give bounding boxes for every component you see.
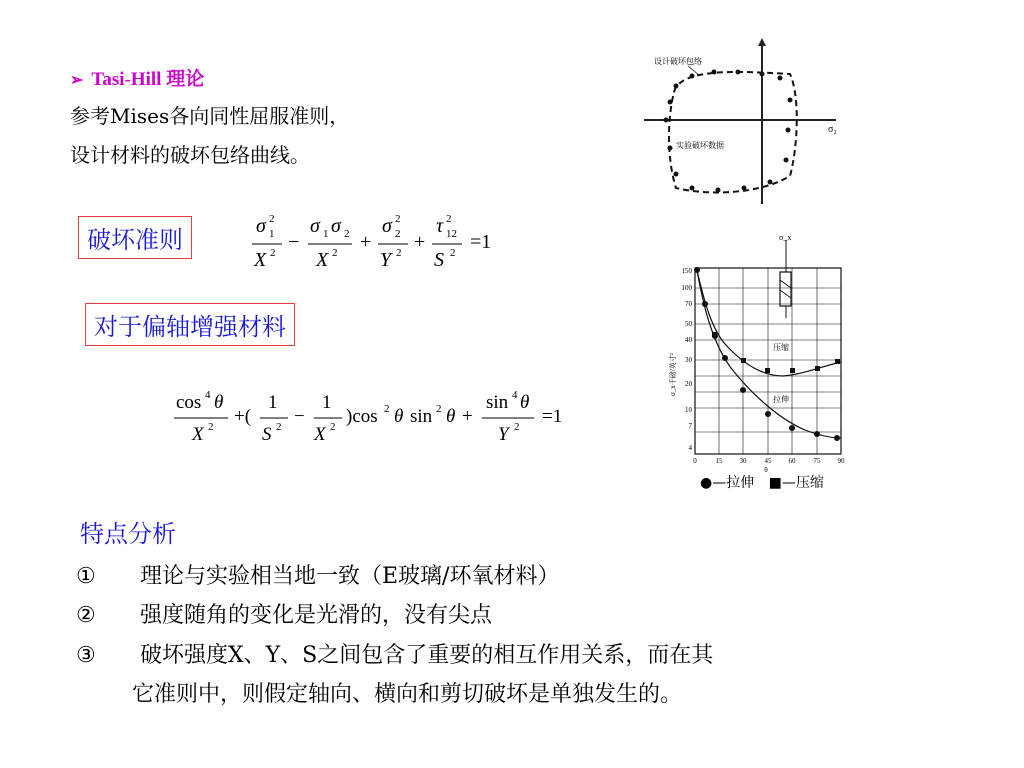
item-number: ② [76, 603, 96, 628]
feature-item [76, 598, 492, 629]
failure-criterion-box: 破坏准则 [78, 216, 192, 259]
y-tick: 7 [688, 422, 692, 430]
svg-text:σ: σ [382, 215, 392, 237]
svg-text:X: X [314, 424, 326, 445]
svg-text:1: 1 [322, 392, 332, 413]
svg-text:σ: σ [256, 215, 266, 237]
item-number: ③ [76, 643, 96, 668]
svg-text:σ: σ [310, 215, 320, 237]
svg-text:2: 2 [208, 421, 214, 433]
svg-text:2: 2 [270, 247, 276, 259]
y-tick: 10 [685, 406, 692, 414]
strength-angle-figure [665, 226, 855, 474]
svg-text:4: 4 [512, 389, 518, 401]
svg-text:Y: Y [380, 249, 392, 271]
x-tick: 0 [693, 457, 697, 465]
x-tick: 15 [715, 457, 723, 465]
x-tick: 60 [788, 457, 796, 465]
y-tick: 40 [685, 336, 692, 344]
y-tick: 4 [688, 444, 692, 452]
item-text: 强度随角的变化是光滑的，没有尖点 [140, 603, 493, 628]
intro-line-1: 参考Mises各向同性屈服准则， [70, 104, 350, 128]
y-tick: 50 [685, 320, 692, 328]
bullet-arrow-icon: ➢ [70, 72, 84, 89]
svg-text:−: − [294, 406, 305, 427]
svg-text:θ: θ [394, 406, 404, 427]
y-tick: 150 [681, 267, 692, 275]
data-label: 实验破坏数据 [676, 141, 724, 150]
svg-text:2: 2 [269, 213, 275, 225]
section-heading [70, 64, 204, 91]
svg-text:τ: τ [436, 215, 444, 237]
svg-text:)cos: )cos [346, 406, 378, 427]
svg-text:2: 2 [395, 213, 401, 225]
heading-text: Tasi-Hill 理论 [91, 69, 205, 90]
failure-envelope-figure [640, 36, 850, 206]
y-tick: 30 [685, 356, 692, 364]
feature-item [76, 559, 559, 590]
svg-text:θ: θ [446, 406, 456, 427]
svg-text:2: 2 [330, 421, 336, 433]
svg-text:2: 2 [384, 403, 390, 415]
intro-line-2: 设计材料的破坏包络曲线。 [70, 143, 310, 167]
svg-text:θ: θ [214, 392, 224, 413]
off-axis-material-box: 对于偏轴增强材料 [85, 303, 295, 346]
y-tick: 70 [685, 300, 692, 308]
y-tick: 20 [685, 380, 692, 388]
inset-sigma-label: σ_x [779, 233, 792, 242]
svg-text:S: S [434, 249, 444, 271]
svg-text:−: − [288, 231, 300, 253]
sigma-axis-label: σ₂ [828, 124, 837, 135]
feature-item-continuation: 它准则中，则假定轴向、横向和剪切破坏是单独发生的。 [132, 682, 683, 707]
item-text: 破坏强度X、Y、S之间包含了重要的相互作用关系，而在其 [140, 643, 714, 668]
svg-text:X: X [254, 249, 267, 271]
svg-text:2: 2 [344, 228, 350, 240]
svg-text:cos: cos [176, 392, 202, 413]
svg-text:2: 2 [332, 247, 338, 259]
svg-text:+(: +( [234, 406, 252, 427]
legend-tension: ●—拉伸 [700, 475, 755, 491]
features-title: 特点分析 [80, 520, 176, 548]
compress-curve-label: 压缩 [773, 343, 789, 352]
svg-text:2: 2 [446, 213, 452, 225]
legend-compress: ■—压缩 [768, 475, 824, 491]
svg-text:2: 2 [450, 247, 456, 259]
svg-text:X: X [316, 249, 329, 271]
svg-text:2: 2 [514, 421, 520, 433]
svg-text:4: 4 [205, 389, 211, 401]
svg-text:1: 1 [268, 392, 278, 413]
x-tick: 75 [813, 457, 821, 465]
svg-text:1: 1 [323, 228, 329, 240]
svg-text:S: S [262, 424, 272, 445]
tension-curve-label: 拉伸 [773, 395, 789, 404]
svg-text:1: 1 [269, 228, 275, 240]
svg-text:2: 2 [276, 421, 282, 433]
y-axis-label: σ_x千磅/英寸² [669, 353, 677, 396]
x-tick: 45 [764, 457, 772, 465]
svg-text:2: 2 [395, 228, 401, 240]
item-number: ① [76, 564, 96, 589]
svg-text:+: + [462, 406, 473, 427]
y-tick: 100 [681, 284, 692, 292]
eq1-rhs: =1 [470, 231, 492, 253]
x-tick: 90 [837, 457, 845, 465]
svg-text:2: 2 [396, 247, 402, 259]
svg-text:+: + [414, 231, 426, 253]
svg-text:X: X [192, 424, 204, 445]
svg-text:sin: sin [410, 406, 433, 427]
x-tick: 30 [739, 457, 747, 465]
svg-text:σ: σ [331, 215, 341, 237]
failure-criterion-equation [240, 206, 520, 272]
x-axis-label: θ [764, 466, 768, 474]
svg-text:θ: θ [520, 392, 530, 413]
svg-text:12: 12 [446, 228, 457, 240]
svg-text:sin: sin [486, 392, 509, 413]
figure-legend [700, 472, 824, 492]
eq2-rhs: =1 [542, 406, 563, 427]
item-text: 理论与实验相当地一致（E玻璃/环氧材料） [140, 564, 560, 589]
svg-text:Y: Y [498, 424, 509, 445]
svg-text:2: 2 [436, 403, 442, 415]
svg-text:+: + [360, 231, 372, 253]
envelope-label: 设计破坏包络 [654, 57, 702, 66]
off-axis-equation [170, 384, 590, 450]
feature-item [76, 638, 713, 669]
